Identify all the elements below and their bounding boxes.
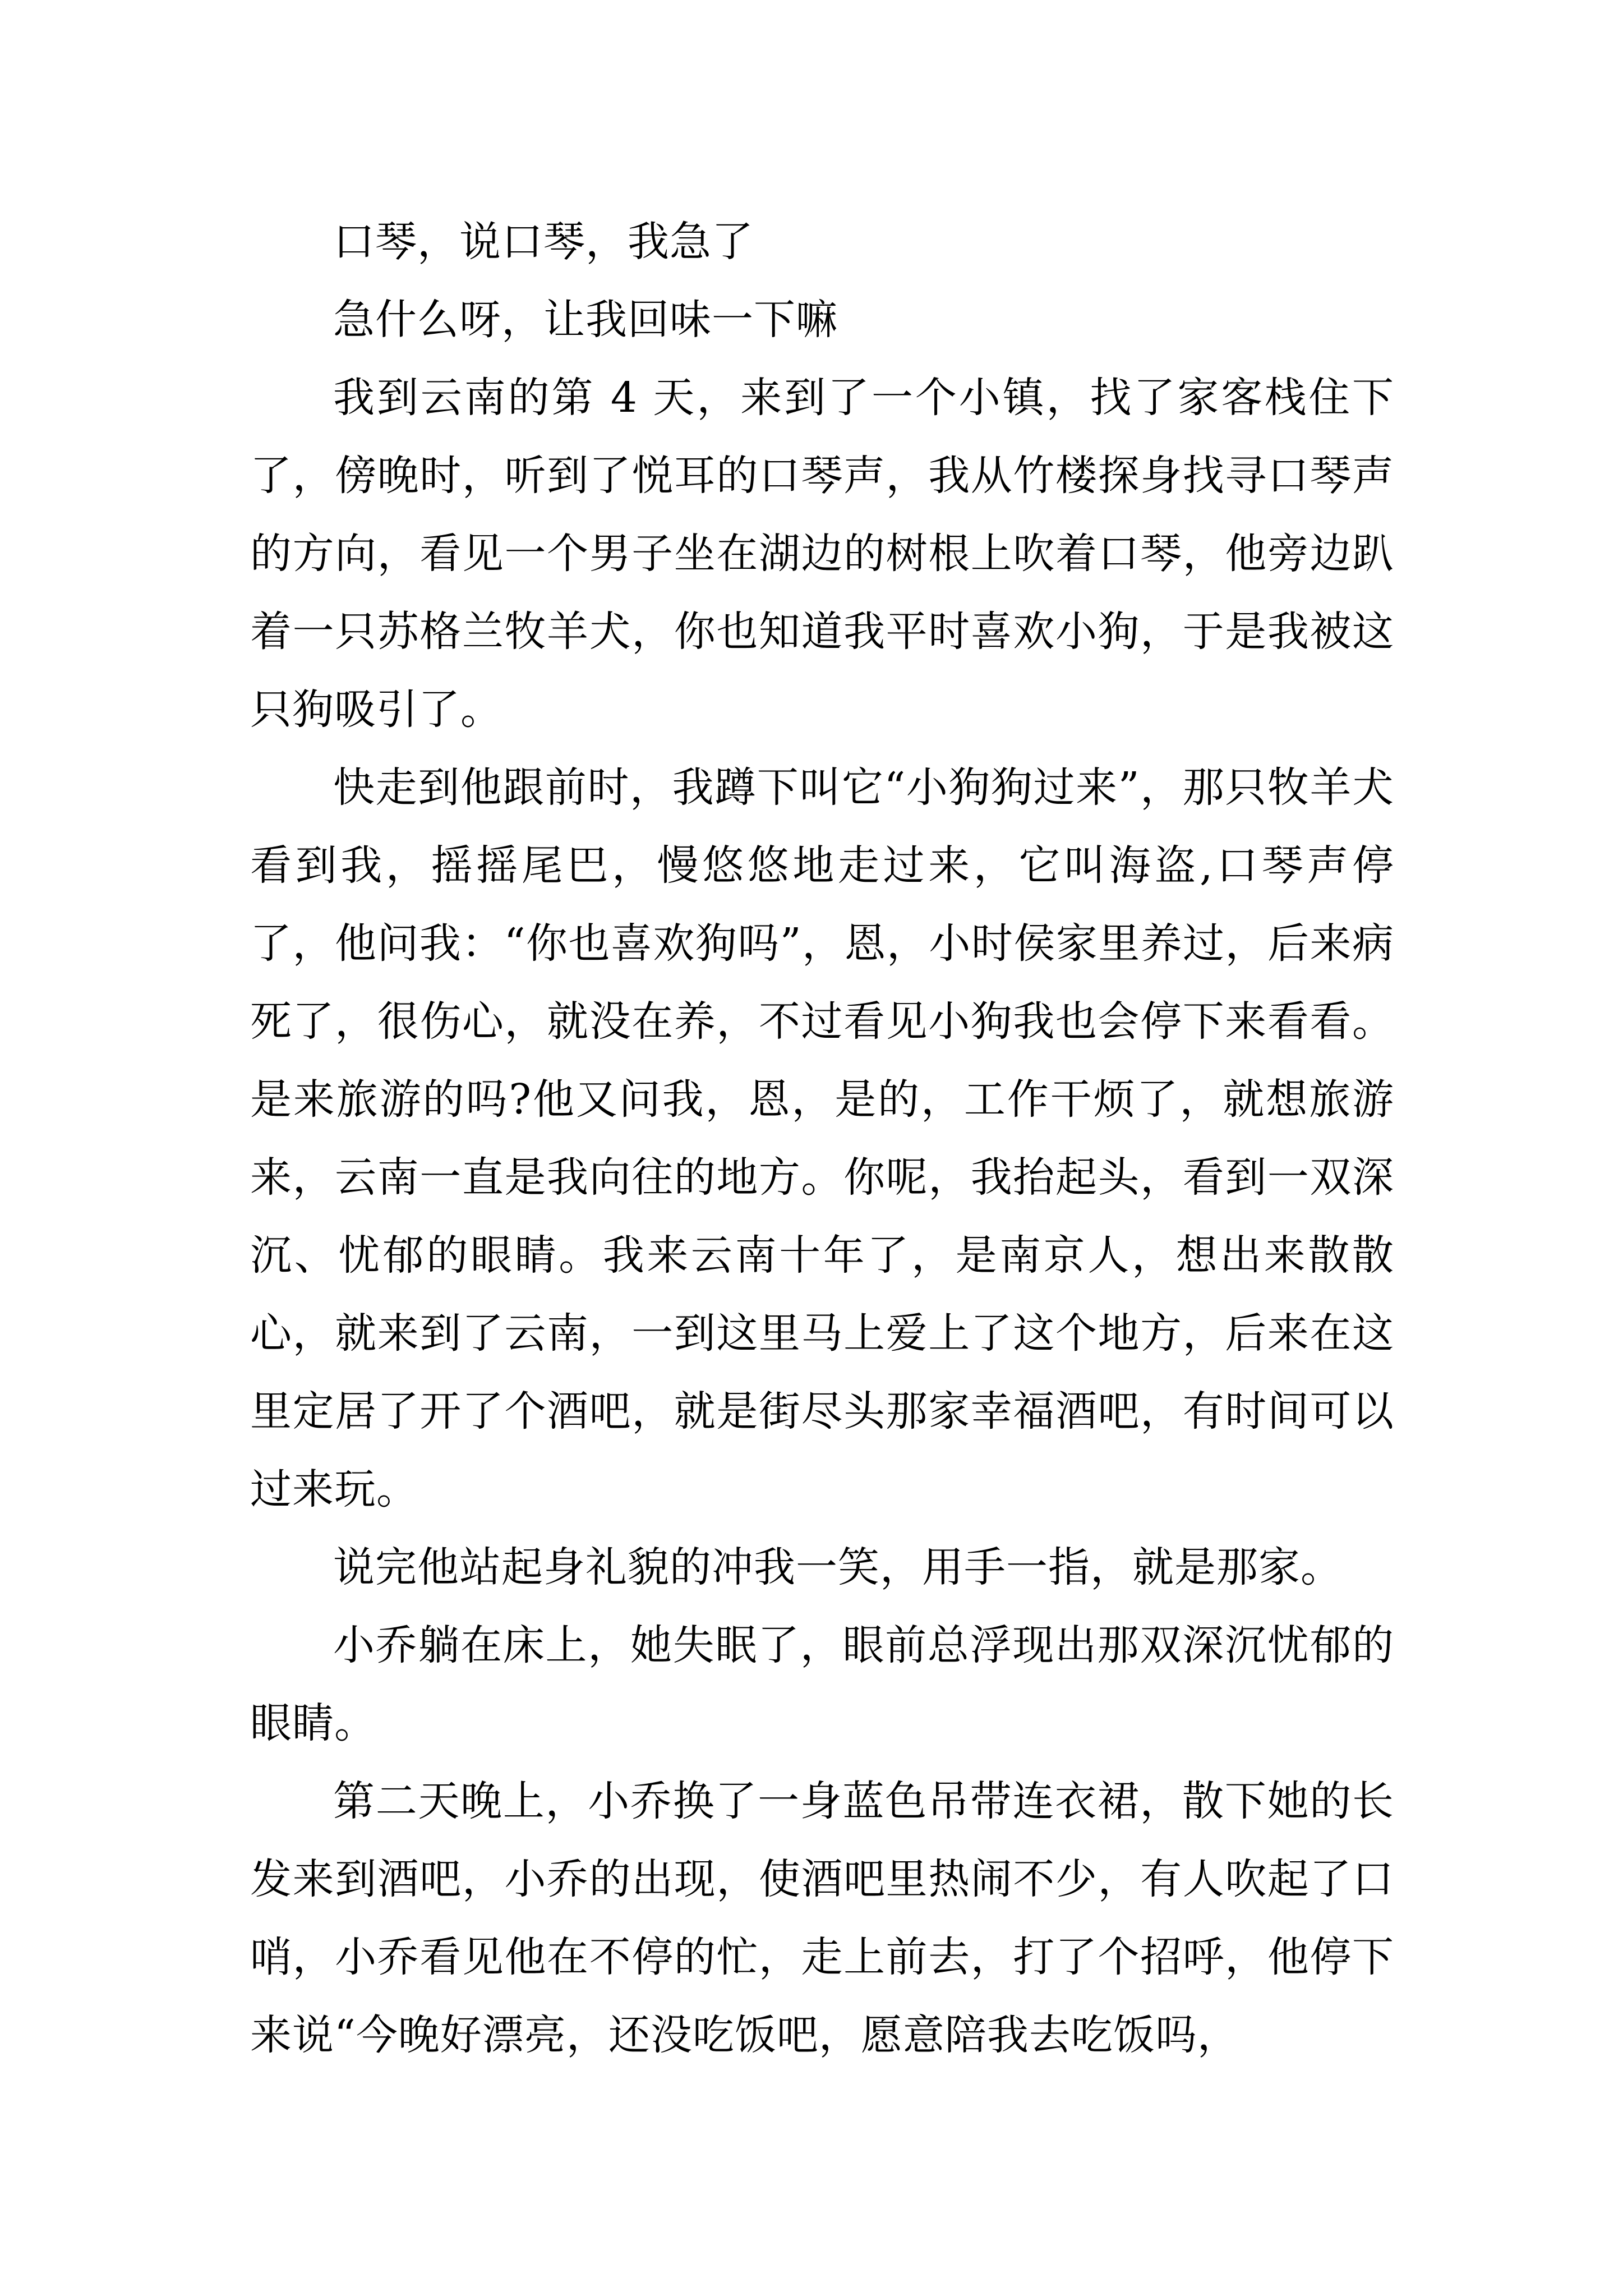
paragraph-3: 我到云南的第 4 天，来到了一个小镇，找了家客栈住下了，傍晚时，听到了悦耳的口琴声，我从竹楼探身找寻口琴声的方向，看见一个男子坐在湖边的树根上吹着口琴，他旁边趴着一只苏格兰牧羊犬，你也知道我平时喜欢小狗，于是我被这只狗吸引了。 [250, 374, 1394, 734]
paragraph-7: 第二天晚上，小乔换了一身蓝色吊带连衣裙，散下她的长发来到酒吧，小乔的出现，使酒吧里热闹不少，有人吹起了口哨，小乔看见他在不停的忙，走上前去，打了个招呼，他停下来说“今晚好漂亮，还没吃饭吧，愿意陪我去吃饭吗， [250, 1777, 1394, 2059]
body-text [250, 203, 1394, 2074]
paragraph-5: 说完他站起身礼貌的冲我一笑，用手一指，就是那家。 [333, 1543, 1343, 1591]
paragraph-2: 急什么呀，让我回味一下嘛 [333, 296, 838, 344]
paragraph-6: 小乔躺在床上，她失眠了，眼前总浮现出那双深沉忧郁的眼睛。 [250, 1621, 1394, 1747]
paragraph-1: 口琴，说口琴，我急了 [333, 218, 754, 266]
paragraph-4: 快走到他跟前时，我蹲下叫它“小狗狗过来”，那只牧羊犬看到我，摇摇尾巴，慢悠悠地走过来，它叫海盗,口琴声停了，他问我：“你也喜欢狗吗”，恩，小时侯家里养过，后来病死了，很伤心，就没在养，不过看见小狗我也会停下来看看。是来旅游的吗?他又问我，恩，是的，工作干烦了，就想旅游来，云南一直是我向往的地方。你呢，我抬起头，看到一双深沉、忧郁的眼睛。我来云南十年了，是南京人，想出来散散心，就来到了云南，一到这里马上爱上了这个地方，后来在这里定居了开了个酒吧，就是街尽头那家幸福酒吧，有时间可以过来玩。 [250, 763, 1394, 1513]
